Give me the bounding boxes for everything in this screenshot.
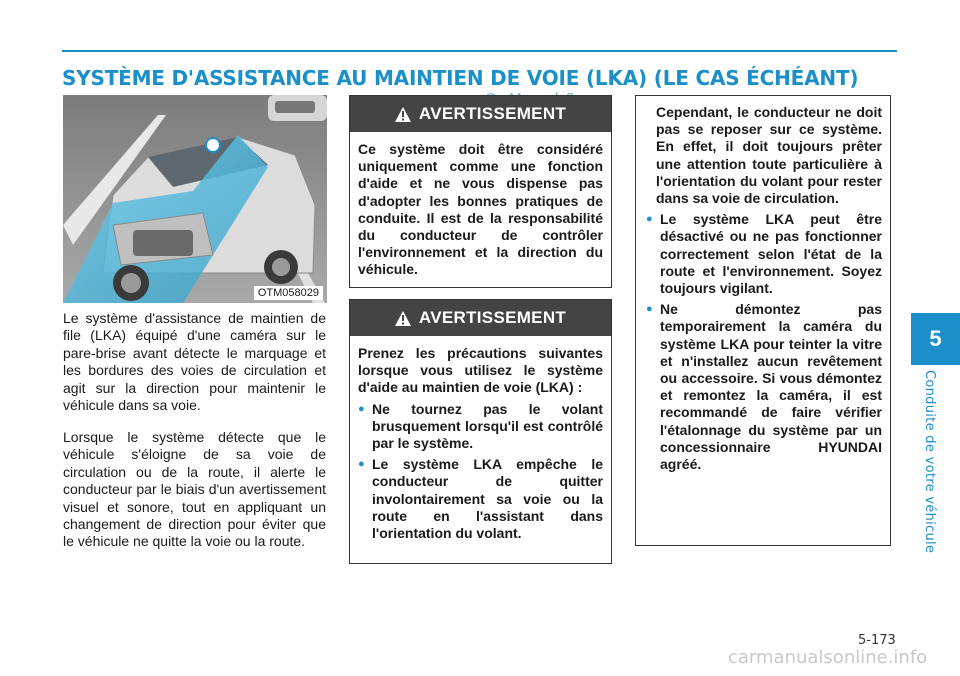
- lka-figure: [63, 95, 327, 303]
- warning-header-1: [350, 96, 611, 132]
- list-item: ● Le système LKA empêche le conducteur de quitter involontairement sa voie ou la route en l'assistant dans l'orientation du volant.: [358, 456, 603, 542]
- warning-triangle-icon: [395, 311, 411, 326]
- chapter-title: Conduite de votre véhicule: [922, 370, 937, 554]
- warning-header-2: [350, 300, 611, 336]
- section-title: SYSTÈME D'ASSISTANCE AU MAINTIEN DE VOIE (LKA) (LE CAS ÉCHÉANT): [62, 66, 859, 90]
- chapter-tab: 5: [911, 313, 960, 365]
- figure-label: OTM058029: [254, 286, 323, 300]
- list-item: ● Le système LKA peut être désactivé ou ne pas fonctionner correctement selon l'état de la route et l'environnement. Soyez toujours vigilant.: [646, 211, 882, 297]
- warning-heading-2: AVERTISSEMENT: [418, 308, 567, 327]
- warning-triangle-icon: [395, 107, 411, 122]
- warning-box-1: [349, 95, 612, 288]
- continuation-text: Cependant, le conducteur ne doit pas se reposer sur ce système. En effet, il doit toujours prêter une attention toute particulière à l'orientation du volant pour rester dans sa voie de circulation.: [656, 104, 882, 207]
- body-paragraph-2: Lorsque le système détecte que le véhicule s'éloigne de sa voie de circulation ou de la route, il alerte le conducteur par le biais d'un avertissement visuel et sonore, tout en appliquant un changement de direction pour éviter que le véhicule ne quitte la voie ou la route.: [63, 429, 326, 550]
- continuation-bullets: [646, 211, 882, 473]
- warning-heading-1: AVERTISSEMENT: [418, 104, 567, 123]
- warning-intro-2: Prenez les précautions suivantes lorsque vous utilisez le système d'aide au maintien de voie (LKA) :: [358, 345, 603, 396]
- list-item: ● Ne tournez pas le volant brusquement lorsqu'il est contrôlé par le système.: [358, 401, 603, 453]
- warning-text-1: Ce système doit être considéré uniquement comme une fonction d'aide et ne vous dispense pas d'adopter les bonnes pratiques de conduite. Il est de la responsabilité du conducteur de contrôler l'environnement et la direction du véhicule.: [358, 141, 603, 278]
- car-camera-illustration: [63, 95, 327, 303]
- list-item: ● Ne démontez pas temporairement la caméra du système LKA pour teinter la vitre et n'installez aucun revêtement ou accessoire. Si vous démontez et remontez la caméra, il est recommandé de faire vérifier l'étalonnage du système par un concessionnaire HYUNDAI agréé.: [646, 301, 882, 473]
- top-rule: [62, 50, 897, 52]
- page-number: 5-173: [858, 633, 896, 648]
- body-paragraph-1: Le système d'assistance de maintien de file (LKA) équipé d'une caméra sur le pare-brise avant détecte le marquage et les bordures des voies de circulation et agit sur la direction pour maintenir le véhicule dans sa voie.: [63, 310, 326, 414]
- warning-continuation-box: [635, 95, 891, 546]
- warning-box-2: [349, 299, 612, 564]
- watermark-bottom: carmanualsonline.info: [728, 647, 928, 668]
- warning-bullets-2: [358, 401, 603, 543]
